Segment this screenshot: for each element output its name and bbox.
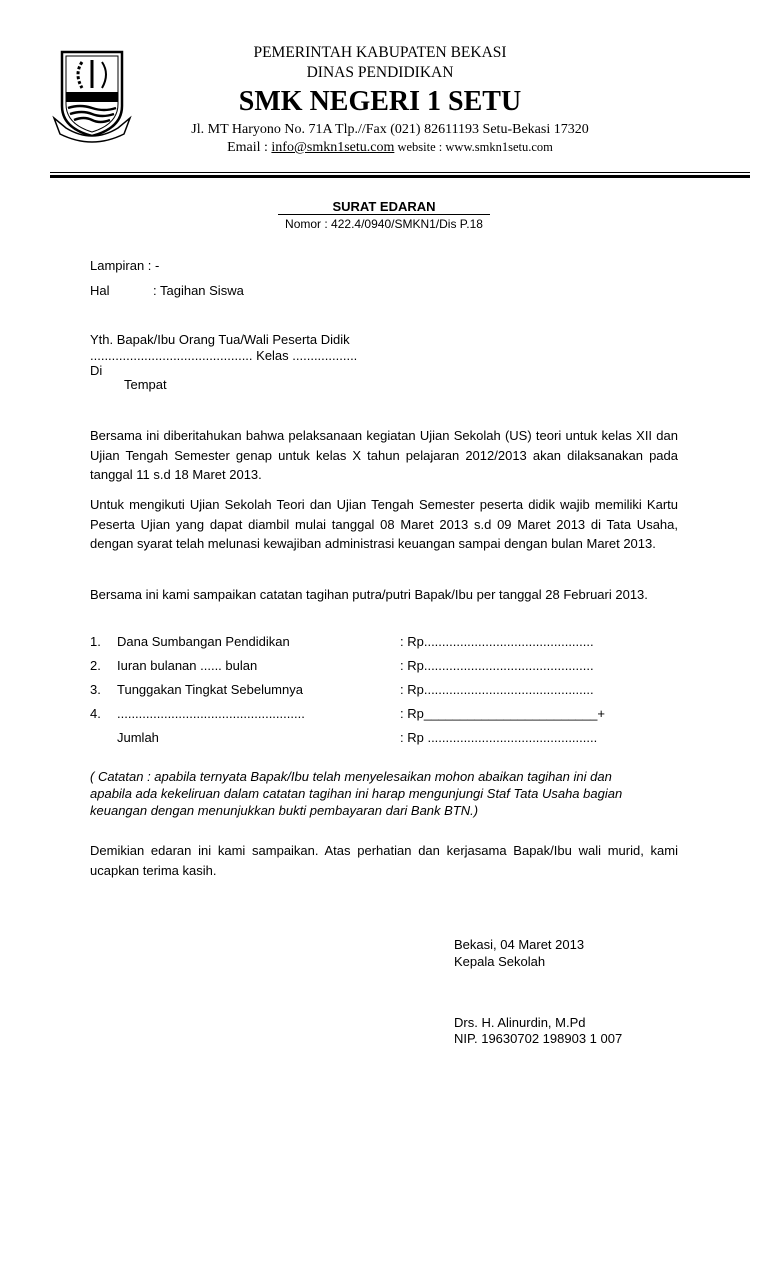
letterhead-contact — [150, 140, 630, 156]
paragraph-exam-schedule: Bersama ini diberitahukan bahwa pelaksanaan kegiatan Ujian Sekolah (US) teori untuk kelas XII dan Ujian Tengah Semester genap untuk kelas X tahun pelajaran 2012/2013 akan dilaksanakan pada tanggal 11 s.d 18 Maret 2013. — [90, 428, 678, 482]
header-rule-thick — [50, 175, 750, 178]
bill-item-number: 2. — [90, 658, 101, 673]
email-label: Email : — [227, 140, 272, 155]
paragraph-exam-card: Untuk mengikuti Ujian Sekolah Teori dan Ujian Tengah Semester peserta didik wajib memiliki Kartu Peserta Ujian yang dapat diambil mulai tanggal 08 Maret 2013 s.d 09 Maret 2013 di Tata Usaha, dengan syarat telah melunasi kewajiban administrasi keuangan sampai dengan bulan Maret 2013. — [90, 497, 678, 551]
signature-place-date: Bekasi, 04 Maret 2013 — [454, 937, 585, 952]
recipient-class-line: ............................................. Kelas .................. — [90, 348, 358, 363]
signatory-nip: NIP. 19630702 198903 1 007 — [454, 1031, 623, 1046]
bill-total — [90, 730, 690, 748]
bill-item — [90, 634, 690, 652]
letterhead-government: PEMERINTAH KABUPATEN BEKASI — [253, 44, 507, 61]
email-link[interactable]: info@smkn1setu.com — [271, 140, 395, 155]
note-paragraph: ( Catatan : apabila ternyata Bapak/Ibu telah menyelesaikan mohon abaikan tagihan ini dan apabila ada kekeliruan dalam catatan tagihan ini harap mengunjungi Staf Tata Usaha bagian keuangan dengan menunjukkan bukti pembayaran dari Bank BTN.) — [90, 769, 623, 818]
subject-value: : Tagihan Siswa — [153, 283, 244, 298]
school-logo-emblem — [52, 48, 132, 144]
bill-item-number: 3. — [90, 682, 101, 697]
bill-item — [90, 658, 690, 676]
recipient-place: Tempat — [124, 377, 167, 392]
website-text: website : www.smkn1setu.com — [394, 140, 553, 154]
paragraph-bill-intro: Bersama ini kami sampaikan catatan tagihan putra/putri Bapak/Ibu per tanggal 28 Februari 2013. — [90, 587, 648, 602]
letterhead-department: DINAS PENDIDIKAN — [306, 64, 454, 81]
bill-item-number: 4. — [90, 706, 101, 721]
attachment-line: Lampiran : - — [90, 258, 160, 273]
letter-number: Nomor : 422.4/0940/SMKN1/Dis P.18 — [285, 217, 483, 231]
signatory-name: Drs. H. Alinurdin, M.Pd — [454, 1015, 586, 1030]
bill-item-value: : Rp............................................... — [400, 634, 594, 649]
header-rule-thin — [50, 172, 750, 173]
recipient-di: Di — [90, 363, 103, 378]
bill-item — [90, 706, 690, 724]
bill-item-value: : Rp............................................... — [400, 682, 594, 697]
bill-item — [90, 682, 690, 700]
bill-item-number: 1. — [90, 634, 101, 649]
closing-paragraph: Demikian edaran ini kami sampaikan. Atas perhatian dan kerjasama Bapak/Ibu wali murid, kami ucapkan terima kasih. — [90, 843, 678, 878]
subject-label: Hal — [90, 283, 110, 298]
bill-item-label: Tunggakan Tingkat Sebelumnya — [117, 682, 303, 697]
letter-title: SURAT EDARAN — [278, 199, 490, 215]
bill-item-value: : Rp________________________+ — [400, 706, 605, 721]
letterhead-school-name: SMK NEGERI 1 SETU — [238, 86, 522, 117]
signature-position: Kepala Sekolah — [454, 954, 546, 969]
bill-total-value: : Rp ............................................... — [400, 730, 598, 745]
bill-item-label: .................................................... — [117, 706, 305, 721]
bill-total-label: Jumlah — [117, 730, 159, 745]
letterhead-address: Jl. MT Haryono No. 71A Tlp.//Fax (021) 82611193 Setu-Bekasi 17320 — [191, 122, 589, 137]
bill-item-label: Iuran bulanan ...... bulan — [117, 658, 258, 673]
recipient-line: Yth. Bapak/Ibu Orang Tua/Wali Peserta Didik — [90, 332, 350, 347]
bill-item-label: Dana Sumbangan Pendidikan — [117, 634, 290, 649]
bill-item-value: : Rp............................................... — [400, 658, 594, 673]
